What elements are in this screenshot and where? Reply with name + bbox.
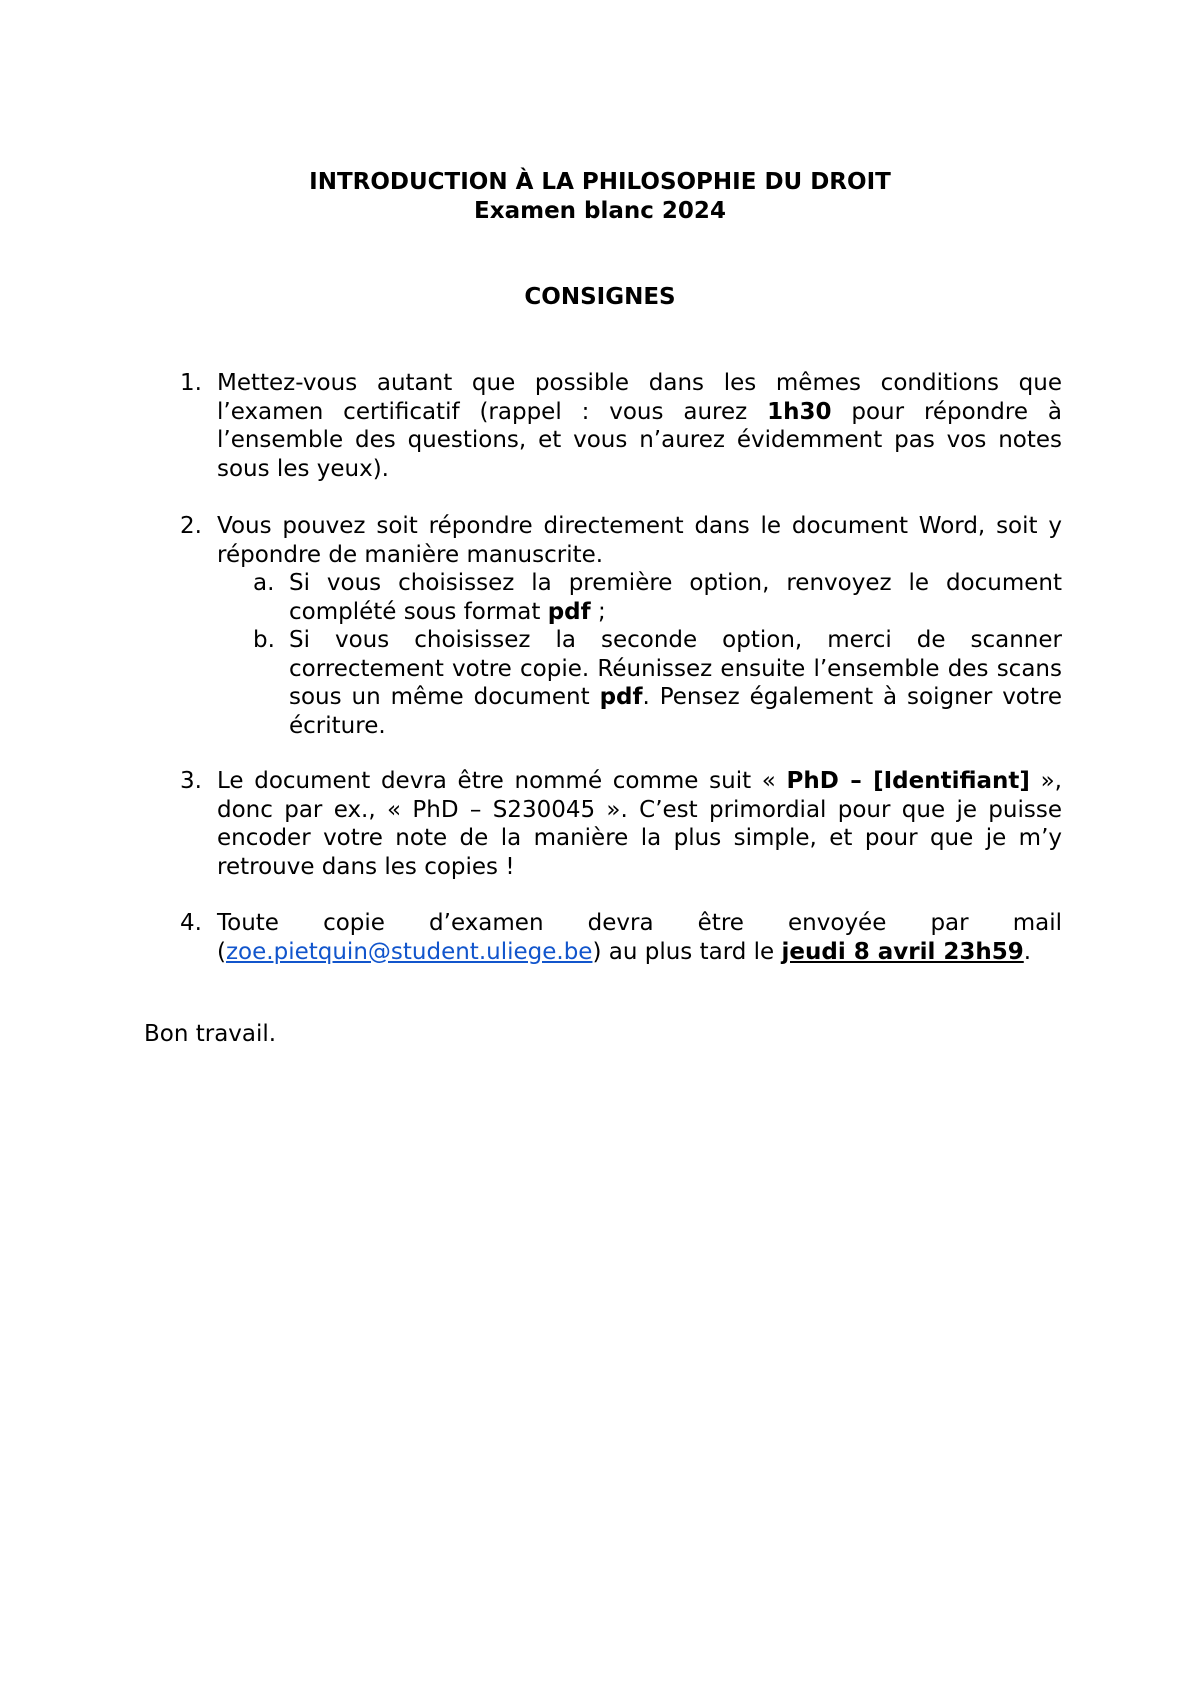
duration-bold: 1h30 [767, 398, 832, 425]
format-bold: pdf [547, 598, 591, 625]
deadline-bold-underline: jeudi 8 avril 23h59 [781, 938, 1024, 965]
instruction-item-2 [180, 512, 1062, 740]
instruction-item-3 [180, 767, 1062, 881]
document-subtitle: Examen blanc 2024 [474, 197, 726, 224]
item-text: Toute copie d’examen devra être envoyée par mail (zoe.pietquin@student.uliege.be) au plus tard le jeudi 8 avril 23h59. [217, 910, 1062, 965]
filename-bold: PhD – [Identifiant] [786, 768, 1030, 794]
document-header [0, 168, 1200, 225]
format-bold: pdf [599, 684, 643, 710]
item-number: 3. [180, 768, 202, 794]
instruction-item-1 [180, 369, 1062, 483]
sub-item-letter: a. [253, 570, 275, 596]
sub-item-a: a. Si vous choisissez la première option, renvoyez le document complété sous format pdf ; [253, 570, 1062, 625]
email-link[interactable]: zoe.pietquin@student.uliege.be [225, 938, 593, 965]
item-number: 1. [180, 370, 202, 396]
item-intro: Vous pouvez soit répondre directement dans le document Word, soit y répondre de manière manuscrite. [217, 513, 1062, 568]
item-number: 4. [180, 910, 202, 936]
section-heading: CONSIGNES [524, 284, 676, 310]
instruction-item-4 [180, 909, 1062, 966]
item-text: Mettez-vous autant que possible dans les mêmes conditions que l’examen certificatif (rappel : vous aurez 1h30 pour répondre à l’ensemble des questions, et vous n’aurez évidemment pas vos notes sous les yeux). [217, 370, 1062, 482]
closing-text: Bon travail. [144, 1021, 277, 1047]
item-number: 2. [180, 513, 202, 539]
sub-item-b: b. Si vous choisissez la seconde option, merci de scanner correctement votre copie. Réunissez ensuite l’ensemble des scans sous un même document pdf. Pensez également à soigner votre écriture. [253, 627, 1062, 739]
item-text: Le document devra être nommé comme suit « PhD – [Identifiant] », donc par ex., « PhD – S230045 ». C’est primordial pour que je puisse encoder votre note de la manière la plus simple, et pour que je m’y retrouve dans les copies ! [217, 768, 1062, 880]
sub-item-letter: b. [253, 627, 275, 653]
document-title: INTRODUCTION À LA PHILOSOPHIE DU DROIT [309, 169, 891, 195]
